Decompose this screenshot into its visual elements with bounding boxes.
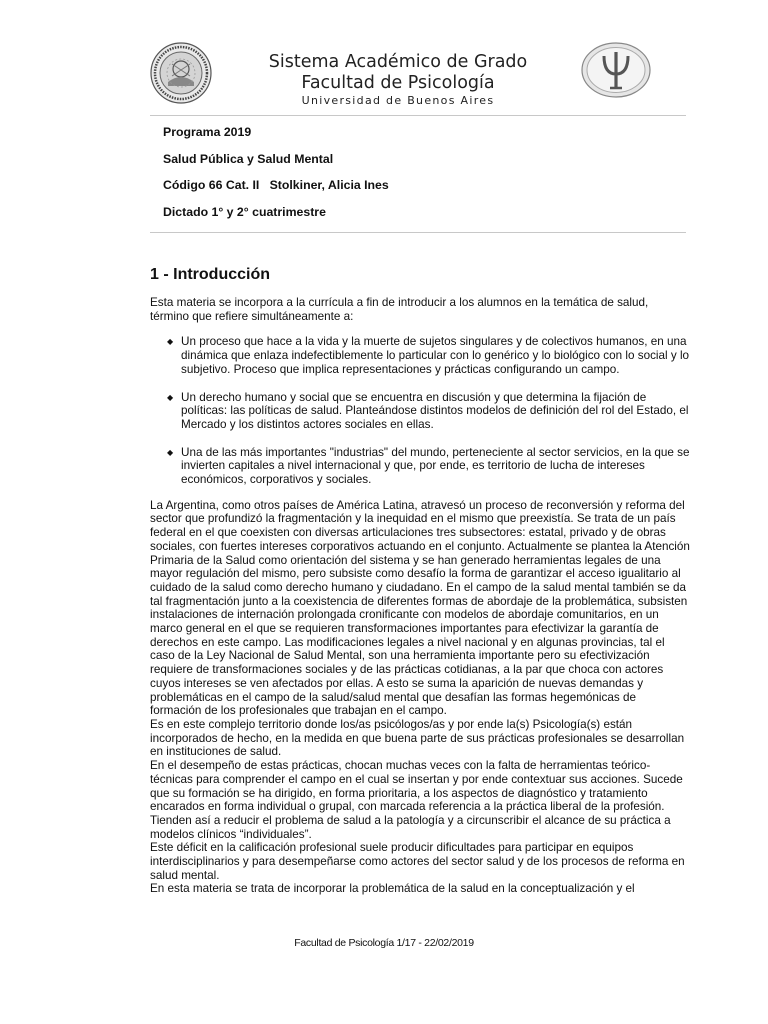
body-paragraph: Este déficit en la calificación profesional suele producir dificultades para participar en equipos interdisciplinarios y para desempeñarse como actores del sector salud y de los procesos de reforma en salud mental. bbox=[150, 841, 685, 882]
body-paragraph: Es en este complejo territorio donde los/as psicólogos/as y por ende la(s) Psicología(s) están incorporados de hecho, en la medida en que buena parte de sus prácticas profesionales se desarrollan en instituciones de salud. bbox=[150, 717, 685, 759]
list-item bbox=[150, 335, 690, 376]
program-year: Programa 2019 bbox=[163, 125, 252, 139]
page-footer: Facultad de Psicología 1/17 - 22/02/2019 bbox=[294, 937, 474, 949]
section-heading: 1 - Introducción bbox=[150, 266, 270, 283]
dictado-term: Dictado 1° y 2° cuatrimestre bbox=[163, 205, 326, 219]
psi-faculty-logo bbox=[580, 42, 652, 98]
course-code: Código 66 Cat. II Stolkiner, Alicia Ines bbox=[163, 178, 389, 192]
list-item bbox=[150, 446, 690, 487]
intro-paragraph: Esta materia se incorpora a la currícula a fin de introducir a los alumnos en la temática de salud, término que refiere simultáneamente a: bbox=[150, 296, 649, 323]
faculty-title: Facultad de Psicología bbox=[301, 73, 495, 93]
topic-list bbox=[150, 335, 690, 486]
body-paragraph: En esta materia se trata de incorporar la problemática de la salud en la conceptualización y el bbox=[150, 882, 635, 896]
list-item-text: Un derecho humano y social que se encuentra en discusión y que determina la fijación de políticas: las políticas de salud. Planteándose distintos modelos de definición del rol del Estado, el Mercado y los distintos actores sociales en ellas. bbox=[181, 390, 689, 431]
bullet-icon: ◆ bbox=[167, 337, 174, 347]
subject-name: Salud Pública y Salud Mental bbox=[163, 152, 334, 166]
course-divider bbox=[150, 232, 686, 233]
header-divider bbox=[150, 115, 686, 116]
system-title: Sistema Académico de Grado bbox=[268, 52, 528, 72]
body-paragraph: En el desempeño de estas prácticas, chocan muchas veces con la falta de herramientas teórico-técnicas para comprender el campo en el cual se insertan y por ende contextuar sus acciones. Sucede que su formación se ha dirigido, en forma prioritaria, a los aspectos de diagnóstico y tratamiento encarados en forma individual o grupal, con marcada referencia a la práctica liberal de la profesión. Tienden así a reducir el problema de salud a la patología y a circunscribir el alcance de su práctica a modelos clínicos “individuales”. bbox=[150, 759, 683, 841]
section-body bbox=[150, 296, 690, 896]
university-name: Universidad de Buenos Aires bbox=[301, 94, 495, 107]
body-paragraph: La Argentina, como otros países de América Latina, atravesó un proceso de reconversión y reforma del sector que profundizó la fragmentación y la inequidad en el mismo que preexistía. Se trata de un país federal en el que coexisten con diversas articulaciones tres subsectores: estatal, privado y de obras sociales, con fuertes intereses corporativos actuando en el conjunto. Actualmente se plantea la Atención Primaria de la Salud como orientación del sistema y se han generado herramientas legales de una mayor regulación del mismo, pero subsiste como desafío la forma de garantizar el acceso igualitario al cuidado de la salud como derecho humano y ciudadano. En el campo de la salud mental también se da tal fragmentación junto a la coexistencia de diferentes formas de abordaje de la problemática, subsisten instalaciones de internación prolongada cronificante con modelos de abordaje comunitarios, en un marco general en el que se requieren transformaciones importantes para efectivizar la garantía de derechos en este campo. Las modificaciones legales a nivel nacional y en algunas provincias, tal el caso de la Ley Nacional de Salud Mental, son una herramienta importante pero su efectivización requiere de transformaciones sociales y de las prácticas cotidianas, a la par que choca con actores cuyos intereses se ven afectados por ellas. A esto se suma la aparición de nuevas demandas y problemáticas en el campo de la salud/salud mental que desafían las formas hegemónicas de formación de los profesionales que trabajan en el campo. bbox=[150, 498, 690, 718]
bullet-icon: ◆ bbox=[167, 447, 174, 457]
list-item bbox=[150, 391, 690, 432]
bullet-icon: ◆ bbox=[167, 392, 174, 402]
list-item-text: Una de las más importantes "industrias" del mundo, perteneciente al sector servicios, en la que se invierten capitales a nivel internacional y que, por ende, es territorio de lucha de intereses económicos, corporativos y sociales. bbox=[181, 445, 690, 487]
list-item-text: Un proceso que hace a la vida y la muerte de sujetos singulares y de colectivos humanos, en una dinámica que enlaza indefectiblemente lo particular con lo genérico y lo biológico con lo social y lo subjetivo. Proceso que implica representaciones y prácticas configurando un campo. bbox=[181, 335, 690, 376]
